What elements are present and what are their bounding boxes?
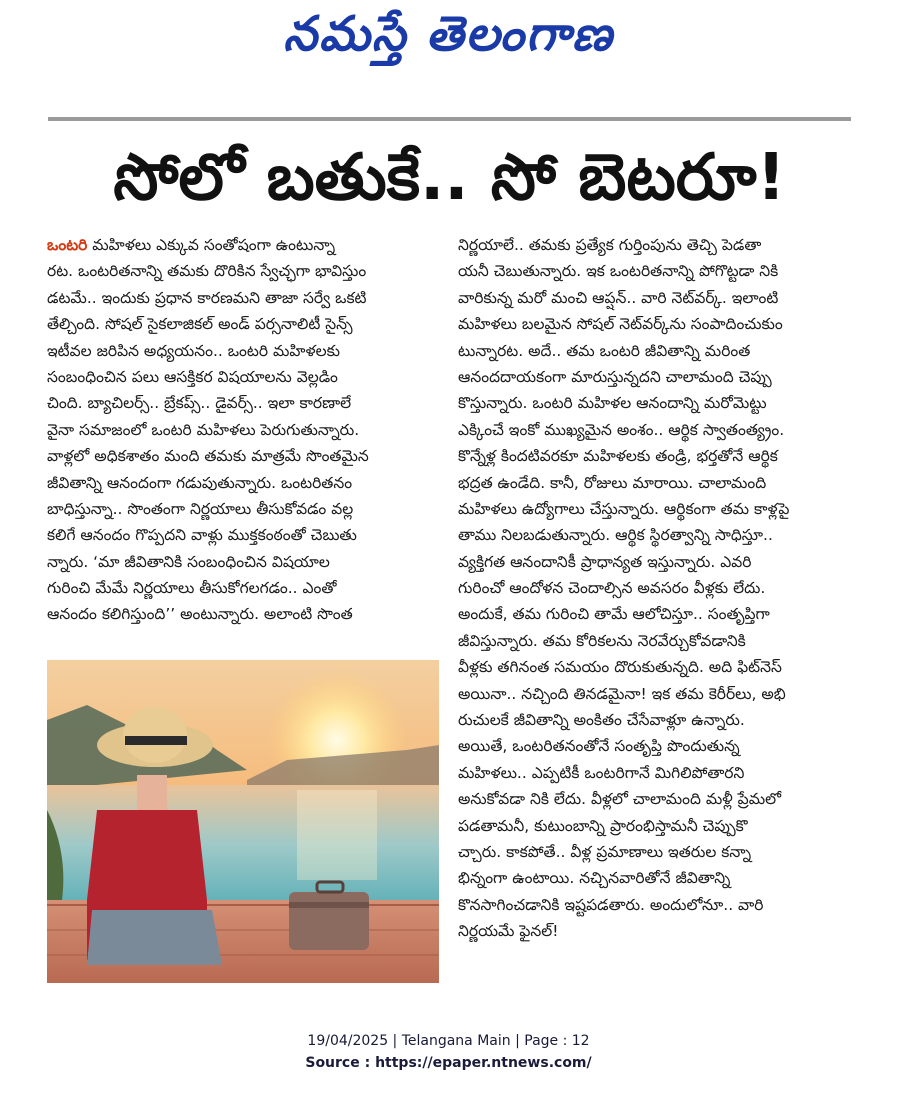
article-line: మహిళలు ఉద్యోగాలు చేస్తున్నారు. ఆర్థికంగా తమ కాళ్లపై: [458, 499, 790, 518]
article-line: వాళ్లలో అధికశాతం మంది తమకు మాత్రమే సొంతమైన: [47, 447, 369, 466]
article-line: రుచులకే జీవితాన్ని అంకితం చేసేవాళ్లూ ఉన్నారు.: [458, 711, 745, 730]
article-line: గురించో ఆందోళన చెందాల్సిన అవసరం వీళ్లకు లేదు.: [458, 579, 766, 598]
article-line: అయినా.. నచ్చింది తినడమైనా! ఇక తమ కెరీర్‌లు, అభి: [458, 684, 786, 703]
article-line: ఎక్కించే ఇంకో ముఖ్యమైన అంశం.. ఆర్థిక స్వాతంత్య్రం.: [458, 420, 785, 439]
article-line: యనీ చెబుతున్నారు. ఇక ఒంటరితనాన్ని పోగొట్టడా నికి: [458, 262, 779, 281]
article-line: రట. ఒంటరితనాన్ని తమకు దొరికిన స్వేచ్ఛగా భావిస్తుం: [47, 262, 367, 281]
article-line: పడతామనీ, కుటుంబాన్ని ప్రారంభిస్తామనీ చెప్పుకొ: [458, 816, 748, 835]
article-line: జీవిస్తున్నారు. తమ కోరికలను నెరవేర్చుకోవడానికి: [458, 631, 746, 650]
article-line: నిర్ణయమే ఫైనల్!: [458, 922, 559, 941]
article-line: ఇటీవల జరిపిన అధ్యయనం.. ఒంటరి మహిళలకు: [47, 341, 341, 360]
article-line: గురించి మేమే నిర్ణయాలు తీసుకోగలగడం.. ఎంతో: [47, 579, 337, 598]
article-line: అందుకే, తమ గురించి తామే ఆలోచిస్తూ.. సంతృప్తిగా: [458, 605, 770, 624]
article-column-left: [47, 232, 439, 628]
footer-edition-info: 19/04/2025 | Telangana Main | Page : 12: [307, 1033, 590, 1049]
article-line: న్నారు. ‘మా జీవితానికి సంబంధించిన విషయాల: [47, 552, 330, 571]
article-line: ఆనందం కలిగిస్తుంది’’ అంటున్నారు. అలాంటి సొంత: [47, 605, 353, 624]
article-line: డటమే.. ఇందుకు ప్రధాన కారణమని తాజా సర్వే ఒకటి: [47, 288, 367, 307]
article-line: టున్నారట. అదే.. తమ ఒంటరి జీవితాన్ని మరింత: [458, 341, 751, 360]
article-column-right: [458, 232, 853, 945]
article-line: చ్చారు. కాకపోతే.. వీళ్ల ప్రమాణాలు ఇతరుల కన్నా: [458, 842, 752, 861]
article-line: మహిళలు బలమైన సోషల్ నెట్‌వర్క్‌ను సంపాదించుకుం: [458, 315, 783, 334]
article-line: మహిళలు.. ఎప్పటికీ ఒంటరిగానే మిగిలిపోతారని: [458, 763, 745, 782]
lead-line-rest: మహిళలు ఎక్కువ సంతోషంగా ఉంటున్నా: [87, 236, 336, 254]
article-line: వీళ్లకు తగినంత సమయం దొరుకుతున్నది. అది ఫిట్‌నెస్: [458, 658, 782, 677]
article-line: వ్యక్తిగత ఆనందానికీ ప్రాధాన్యత ఇస్తున్నారు. ఎవరి: [458, 552, 752, 571]
masthead-divider: [48, 117, 851, 121]
article-line: అనుకోవడా నికి లేదు. వీళ్లలో చాలామంది మళ్లీ ప్రేమలో: [458, 790, 782, 809]
article-line: అయితే, ఒంటరితనంతోనే సంతృప్తి పొందుతున్న: [458, 737, 740, 756]
article-line: కొస్తున్నారు. ఒంటరి మహిళల ఆనందాన్ని మరోమెట్టు: [458, 394, 767, 413]
article-line: భద్రత ఉండేది. కానీ, రోజులు మారాయి. చాలామంది: [458, 473, 767, 492]
article-line: నిర్ణయాలే.. తమకు ప్రత్యేక గుర్తింపును తెచ్చి పెడతా: [458, 236, 762, 254]
article-line: కలిగే ఆనందం గొప్పదని వాళ్లు ముక్తకంఠంతో చెబుతు: [47, 526, 357, 545]
article-line: తేల్చింది. సోషల్ సైకలాజికల్ అండ్ పర్సనాలిటీ సైన్స్: [47, 315, 353, 334]
footer-source: Source : https://epaper.ntnews.com/: [305, 1055, 592, 1071]
article-line: వైనా సమాజంలో ఒంటరి మహిళలు పెరుగుతున్నారు.: [47, 420, 360, 439]
article-line: ఆనందదాయకంగా మారుస్తున్నదని చాలామంది చెప్పు: [458, 367, 772, 386]
article-line: తాము నిలబడుతున్నారు. ఆర్థిక స్థిరత్వాన్ని సాధిస్తూ..: [458, 526, 773, 545]
article-line: [47, 232, 439, 258]
article-headline: సోలో బతుకే.. సో బెటరూ!: [113, 141, 786, 215]
masthead: [0, 6, 897, 74]
article-photo: [47, 660, 439, 983]
lead-word: ఒంటరి: [47, 236, 88, 254]
masthead-logo: నమస్తే తెలంగాణ: [283, 6, 614, 62]
article-line: భిన్నంగా ఉంటాయి. నచ్చినవారితోనే జీవితాన్ని: [458, 869, 731, 888]
article-line: చింది. బ్యాచిలర్స్.. బ్రేకప్స్.. డైవర్స్.. ఇలా కారణాలే: [47, 394, 352, 413]
article-line: సంబంధించిన పలు ఆసక్తికర విషయాలను వెల్లడిం: [47, 367, 338, 386]
article-line: కొన్నేళ్ల కిందటివరకూ మహిళలకు తండ్రి, భర్తతోనే ఆర్థిక: [458, 447, 778, 466]
article-line: బాధిస్తున్నా.. సొంతంగా నిర్ణయాలు తీసుకోవడం వల్ల: [47, 499, 354, 518]
article-line: వారికున్న మరో మంచి ఆప్షన్.. వారి నెట్‌వర్క్. ఇలాంటి: [458, 288, 779, 307]
article-line: కొనసాగించడానికి ఇష్టపడతారు. అందులోనూ.. వారి: [458, 895, 764, 914]
article-line: జీవితాన్ని ఆనందంగా గడుపుతున్నారు. ఒంటరితనం: [47, 473, 353, 492]
